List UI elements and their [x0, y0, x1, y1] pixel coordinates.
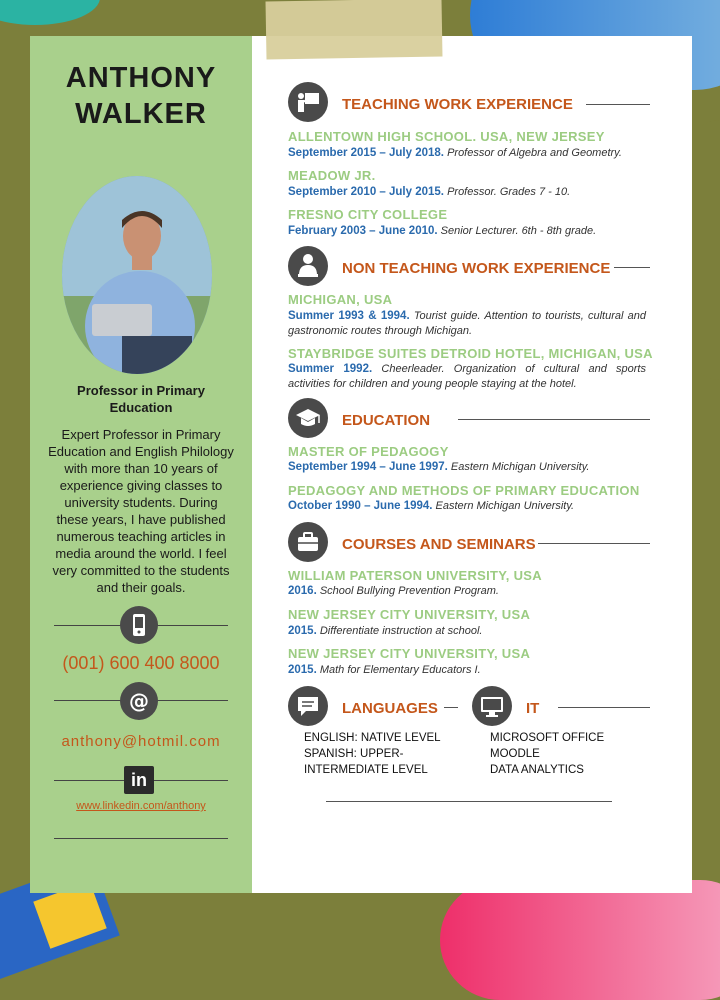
- section-title-it: IT: [526, 700, 540, 717]
- monitor-icon: [472, 686, 512, 726]
- section-title-languages: LANGUAGES: [342, 700, 438, 717]
- entry-detail: [288, 224, 646, 239]
- divider-line: [54, 838, 228, 839]
- entry-date: 2015.: [288, 625, 317, 637]
- briefcase-icon: [288, 522, 328, 562]
- entry-text: Cheerleader. Organization of cultural and sports activities for children and young people staying at the hotel.: [288, 363, 646, 390]
- entry-date: February 2003 – June 2010.: [288, 225, 438, 237]
- name-last: WALKER: [75, 98, 207, 130]
- section-rule: [444, 707, 458, 708]
- entry-detail: [288, 309, 646, 339]
- entry-text: Professor. Grades 7 - 10.: [447, 186, 571, 198]
- language-line: SPANISH: UPPER-: [304, 748, 404, 760]
- entry-text: Professor of Algebra and Geometry.: [447, 147, 622, 159]
- linkedin-icon: in: [124, 766, 154, 794]
- entry-detail: [288, 185, 646, 200]
- language-line: ENGLISH: NATIVE LEVEL: [304, 732, 441, 744]
- entry-date: Summer 1993 & 1994.: [288, 310, 410, 322]
- language-list: [304, 730, 441, 778]
- teacher-board-icon: [288, 82, 328, 122]
- svg-text:@: @: [129, 689, 149, 713]
- entry-date: Summer 1992.: [288, 363, 373, 375]
- section-rule: [458, 419, 650, 420]
- it-skill-line: DATA ANALYTICS: [490, 764, 584, 776]
- section-rule: [538, 543, 650, 544]
- org-name: ALLENTOWN HIGH SCHOOL. USA, NEW JERSEY: [288, 129, 605, 144]
- entry-date: September 1994 – June 1997.: [288, 461, 448, 473]
- entry-detail: [288, 663, 646, 678]
- decor-top-left: [0, 0, 100, 25]
- section-title-teaching: TEACHING WORK EXPERIENCE: [342, 96, 573, 113]
- entry-text: Math for Elementary Educators I.: [319, 664, 481, 676]
- entry-text: Senior Lecturer. 6th - 8th grade.: [440, 225, 597, 237]
- section-title-education: EDUCATION: [342, 412, 431, 429]
- entry-detail: [288, 624, 646, 639]
- language-line: INTERMEDIATE LEVEL: [304, 764, 428, 776]
- at-sign-icon: [120, 682, 158, 720]
- entry-date: October 1990 – June 1994.: [288, 500, 433, 512]
- section-title-nonteaching: NON TEACHING WORK EXPERIENCE: [342, 260, 611, 277]
- phone-number[interactable]: (001) 600 400 8000: [62, 653, 220, 673]
- profile-photo: [62, 176, 212, 374]
- speech-bubble-icon: [288, 686, 328, 726]
- mobile-phone-icon: [120, 606, 158, 644]
- it-skill-line: MOODLE: [490, 748, 540, 760]
- email-address[interactable]: anthony@hotmil.com: [61, 733, 221, 750]
- entry-date: 2016.: [288, 585, 317, 597]
- it-skill-line: MICROSOFT OFFICE: [490, 732, 605, 744]
- name-first: ANTHONY: [65, 62, 217, 94]
- section-title-courses: COURSES AND SEMINARS: [342, 536, 536, 553]
- org-name: MASTER OF PEDAGOGY: [288, 444, 449, 459]
- entry-detail: [288, 362, 646, 392]
- section-rule: [558, 707, 650, 708]
- org-name: NEW JERSEY CITY UNIVERSITY, USA: [288, 646, 531, 661]
- main-content: [252, 36, 692, 893]
- org-name: PEDAGOGY AND METHODS OF PRIMARY EDUCATION: [288, 483, 640, 498]
- entry-text: Tourist guide. Attention to tourists, cultural and gastronomic routes through Michigan.: [288, 310, 646, 337]
- entry-date: September 2010 – July 2015.: [288, 186, 444, 198]
- profile-summary: Expert Professor in Primary Education and English Philology with more than 10 years of experience giving classes to university students. During these years, I have published numerous teaching articles in media around the world. I feel very committed to the students and their goals.: [48, 427, 234, 595]
- entry-detail: [288, 584, 646, 599]
- section-rule: [586, 104, 650, 105]
- decor-bottom-right: [440, 880, 720, 1000]
- entry-text: Eastern Michigan University.: [450, 461, 590, 473]
- graduation-cap-icon: [288, 398, 328, 438]
- entry-detail: [288, 460, 646, 475]
- job-role: Professor in Primary Education: [77, 383, 205, 415]
- org-name: MICHIGAN, USA: [288, 292, 393, 307]
- entry-detail: [288, 499, 646, 514]
- entry-text: Eastern Michigan University.: [435, 500, 575, 512]
- entry-detail: [288, 146, 646, 161]
- entry-date: September 2015 – July 2018.: [288, 147, 444, 159]
- it-skill-list: [490, 730, 604, 778]
- entry-text: Differentiate instruction at school.: [319, 625, 483, 637]
- section-rule: [614, 267, 650, 268]
- person-desk-icon: [288, 246, 328, 286]
- org-name: WILLIAM PATERSON UNIVERSITY, USA: [288, 568, 542, 583]
- decor-right-hill: [690, 120, 720, 380]
- org-name: FRESNO CITY COLLEGE: [288, 207, 448, 222]
- sidebar: [30, 36, 252, 893]
- entry-text: School Bullying Prevention Program.: [319, 585, 499, 597]
- footer-rule: [326, 801, 612, 802]
- org-name: STAYBRIDGE SUITES DETROID HOTEL, MICHIGAN, USA: [288, 346, 653, 361]
- entry-date: 2015.: [288, 664, 317, 676]
- org-name: MEADOW JR.: [288, 168, 376, 183]
- linkedin-link[interactable]: www.linkedin.com/anthony: [76, 800, 206, 812]
- org-name: NEW JERSEY CITY UNIVERSITY, USA: [288, 607, 531, 622]
